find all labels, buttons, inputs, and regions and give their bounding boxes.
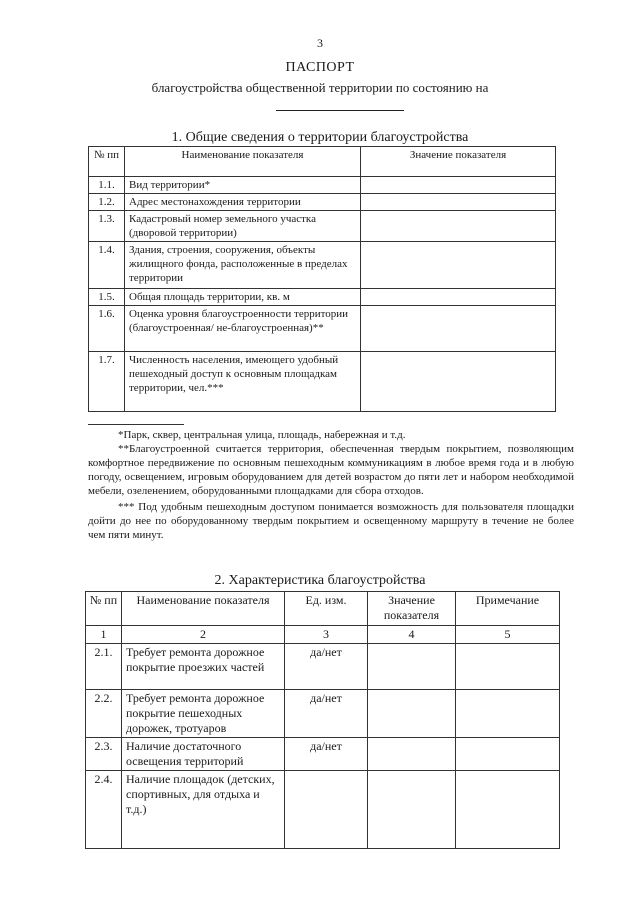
row-name: Здания, строения, сооружения, объекты жилищного фонда, расположенные в пределах территории — [125, 242, 361, 289]
row-num: 1.2. — [89, 194, 125, 211]
row-num: 1.7. — [89, 352, 125, 412]
row-num: 2.4. — [86, 771, 122, 849]
general-info-table — [88, 146, 556, 412]
row-num: 1.5. — [89, 289, 125, 306]
row-value — [361, 194, 556, 211]
column-number-row — [86, 626, 560, 644]
table-row — [86, 738, 560, 771]
date-blank-line — [276, 110, 404, 111]
row-value — [368, 771, 456, 849]
row-name: Вид территории* — [125, 177, 361, 194]
row-num: 1.3. — [89, 211, 125, 242]
table-row — [89, 242, 556, 289]
col-number: 5 — [456, 626, 560, 644]
row-value — [361, 211, 556, 242]
row-value — [361, 177, 556, 194]
table-header-row — [86, 592, 560, 626]
row-name: Численность населения, имеющего удобный пешеходный доступ к основным площадкам территории, чел.*** — [125, 352, 361, 412]
row-name: Оценка уровня благоустроенности территории (благоустроенная/ не-благоустроенная)** — [125, 306, 361, 352]
table-row — [89, 352, 556, 412]
document-title: ПАСПОРТ — [285, 60, 355, 75]
page-number: 3 — [317, 36, 323, 50]
row-name: Общая площадь территории, кв. м — [125, 289, 361, 306]
table-row — [89, 211, 556, 242]
row-name: Требует ремонта дорожное покрытие пешеходных дорожек, тротуаров — [122, 690, 285, 738]
col-number: 1 — [86, 626, 122, 644]
footnote-1: *Парк, сквер, центральная улица, площадь, набережная и т.д. — [118, 429, 406, 441]
row-note — [456, 738, 560, 771]
row-unit: да/нет — [285, 644, 368, 690]
document-subtitle: благоустройства общественной территории по состоянию на — [151, 80, 489, 95]
row-value — [361, 289, 556, 306]
header-value: Значение показателя — [368, 592, 456, 626]
header-name: Наименование показателя — [122, 592, 285, 626]
footnote-2: **Благоустроенной считается территория, обеспеченная твердым покрытием, позволяющим комфортное передвижение по основным пешеходным коммуникациям в любое время года и в любую погоду, освещением, игровым оборудованием для детей возрастом до пяти лет и набором необходимой мебели, озеленением, оборудованными площадками для сбора отходов. — [88, 443, 574, 497]
row-name: Кадастровый номер земельного участка (дворовой территории) — [125, 211, 361, 242]
table-row — [89, 289, 556, 306]
row-num: 1.1. — [89, 177, 125, 194]
header-name: Наименование показателя — [125, 147, 361, 177]
row-num: 2.2. — [86, 690, 122, 738]
table-row — [89, 306, 556, 352]
row-value — [361, 306, 556, 352]
row-note — [456, 771, 560, 849]
row-num: 1.6. — [89, 306, 125, 352]
section2-title: 2. Характеристика благоустройства — [214, 573, 426, 588]
row-name: Наличие площадок (детских, спортивных, для отдыха и т.д.) — [122, 771, 285, 849]
col-number: 3 — [285, 626, 368, 644]
row-name: Требует ремонта дорожное покрытие проезжих частей — [122, 644, 285, 690]
row-name: Адрес местонахождения территории — [125, 194, 361, 211]
col-number: 2 — [122, 626, 285, 644]
row-value — [368, 738, 456, 771]
header-unit: Ед. изм. — [285, 592, 368, 626]
row-value — [361, 352, 556, 412]
table-row — [89, 194, 556, 211]
table-row — [86, 690, 560, 738]
row-value — [368, 690, 456, 738]
section1-title: 1. Общие сведения о территории благоустройства — [171, 130, 469, 145]
row-note — [456, 690, 560, 738]
row-unit: да/нет — [285, 690, 368, 738]
characteristics-table — [85, 591, 560, 849]
row-num: 2.3. — [86, 738, 122, 771]
table-header-row — [89, 147, 556, 177]
row-num: 2.1. — [86, 644, 122, 690]
row-unit: да/нет — [285, 738, 368, 771]
header-note: Примечание — [456, 592, 560, 626]
table-row — [89, 177, 556, 194]
row-value — [368, 644, 456, 690]
col-number: 4 — [368, 626, 456, 644]
row-note — [456, 644, 560, 690]
footnote-3: *** Под удобным пешеходным доступом понимается возможность для пользователя площадки дойти до нее по оборудованному твердым покрытием и освещенному маршруту в течение не более чем пяти минут. — [88, 501, 574, 541]
header-num: № пп — [86, 592, 122, 626]
header-num: № пп — [89, 147, 125, 177]
table-row — [86, 644, 560, 690]
footnote-separator — [88, 424, 184, 425]
row-value — [361, 242, 556, 289]
footnotes — [88, 428, 574, 542]
row-name: Наличие достаточного освещения территорий — [122, 738, 285, 771]
row-num: 1.4. — [89, 242, 125, 289]
header-value: Значение показателя — [361, 147, 556, 177]
table-row — [86, 771, 560, 849]
row-unit — [285, 771, 368, 849]
